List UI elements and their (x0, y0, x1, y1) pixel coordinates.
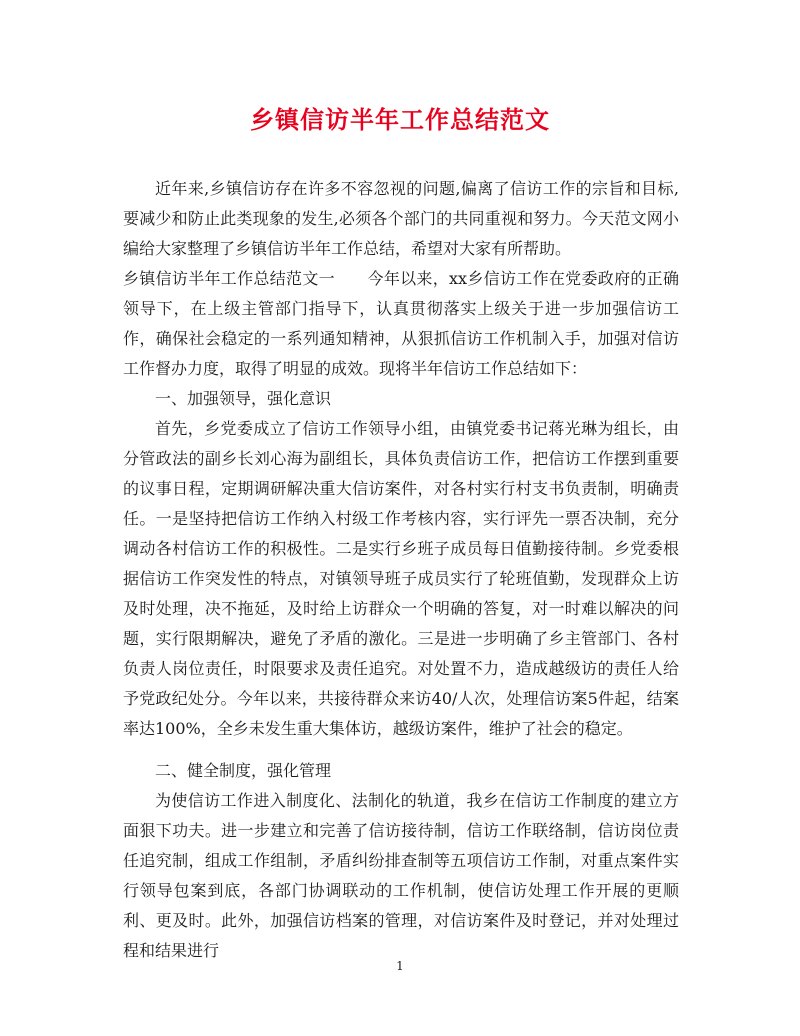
sample-paragraph: 乡镇信访半年工作总结范文一 今年以来，xx乡信访工作在党委政府的正确领导下，在上级主管部门指导下，认真贯彻落实上级关于进一步加强信访工作，确保社会稳定的一系列通知精神，从狠抓信访工作机制入手，加强对信访工作督办力度，取得了明显的成效。现将半年信访工作总结如下： (123, 269, 679, 378)
section-heading-2: 二、健全制度，强化管理 (155, 761, 332, 780)
section-body-2: 为使信访工作进入制度化、法制化的轨道，我乡在信访工作制度的建立方面狠下功夫。进一步建立和完善了信访接待制，信访工作联络制，信访岗位责任追究制，组成工作组制，矛盾纠纷排查制等五项信访工作制，对重点案件实行领导包案到底，各部门协调联动的工作机制，使信访处理工作开展的更顺利、更及时。此外，加强信访档案的管理，对信访案件及时登记，并对处理过程和结果进行 (123, 791, 679, 960)
intro-paragraph: 近年来,乡镇信访存在许多不容忽视的问题,偏离了信访工作的宗旨和目标,要减少和防止此类现象的发生,必须各个部门的共同重视和努力。今天范文网小编给大家整理了乡镇信访半年工作总结，希望对大家有所帮助。 (123, 179, 679, 258)
section-heading-1: 一、加强领导，强化意识 (155, 389, 332, 408)
page-number: 1 (396, 959, 404, 973)
document-title: 乡镇信访半年工作总结范文 (250, 105, 550, 134)
section-body-1: 首先，乡党委成立了信访工作领导小组，由镇党委书记蒋光琳为组长，由分管政法的副乡长刘心海为副组长，具体负责信访工作，把信访工作摆到重要的议事日程，定期调研解决重大信访案件，对各村实行村支书负责制，明确责任。一是坚持把信访工作纳入村级工作考核内容，实行评先一票否决制，充分调动各村信访工作的积极性。二是实行乡班子成员每日值勤接待制。乡党委根据信访工作突发性的特点，对镇领导班子成员实行了轮班值勤，发现群众上访及时处理，决不拖延，及时给上访群众一个明确的答复，对一时难以解决的问题，实行限期解决，避免了矛盾的激化。三是进一步明确了乡主管部门、各村负责人岗位责任，时限要求及责任追究。对处置不力，造成越级访的责任人给予党政纪处分。今年以来，共接待群众来访40/人次，处理信访案5件起，结案率达100%，全乡未发生重大集体访，越级访案件，维护了社会的稳定。 (123, 419, 679, 738)
